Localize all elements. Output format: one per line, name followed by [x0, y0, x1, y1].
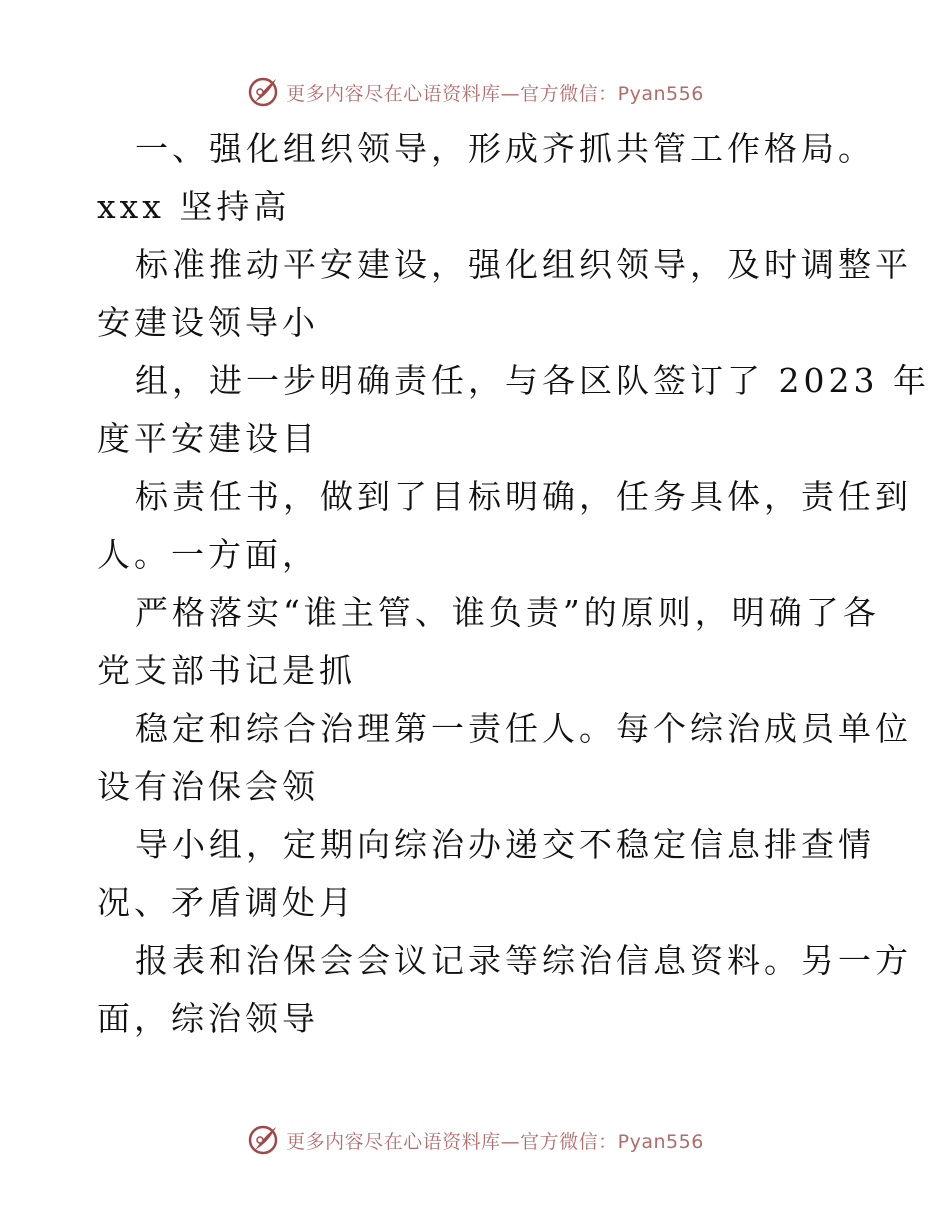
header-watermark — [0, 72, 950, 112]
watermark-text: 更多内容尽在心语资料库—官方微信：Pyan556 — [286, 1130, 704, 1153]
text-line: 况、矛盾调处月 — [97, 883, 356, 922]
text-line: 设有治保会领 — [97, 767, 319, 806]
document-body — [97, 120, 930, 1048]
text-line: 度平安建设目 — [97, 419, 319, 458]
text-line: 人。一方面， — [97, 535, 319, 574]
text-line: 标责任书，做到了目标明确，任务具体，责任到 — [135, 477, 912, 516]
text-line: xxx 坚持高 — [97, 187, 291, 226]
text-line: 一、强化组织领导，形成齐抓共管工作格局。 — [135, 129, 875, 168]
footer-watermark — [0, 1120, 950, 1160]
text-line: 标准推动平安建设，强化组织领导，及时调整平 — [135, 245, 912, 284]
text-line: 党支部书记是抓 — [97, 651, 356, 690]
text-line: 报表和治保会会议记录等综治信息资料。另一方 — [135, 941, 912, 980]
text-line: 安建设领导小 — [97, 303, 319, 342]
feather-pen-circle-icon — [246, 1123, 280, 1157]
text-line: 导小组，定期向综治办递交不稳定信息排查情 — [135, 825, 875, 864]
text-line: 组，进一步明确责任，与各区队签订了 2023 年 — [135, 361, 930, 400]
watermark-text: 更多内容尽在心语资料库—官方微信：Pyan556 — [286, 82, 704, 105]
text-line: 面，综治领导 — [97, 999, 319, 1038]
feather-pen-circle-icon — [246, 75, 280, 109]
text-line: 稳定和综合治理第一责任人。每个综治成员单位 — [135, 709, 912, 748]
text-line: 严格落实“谁主管、谁负责”的原则，明确了各 — [135, 593, 880, 632]
